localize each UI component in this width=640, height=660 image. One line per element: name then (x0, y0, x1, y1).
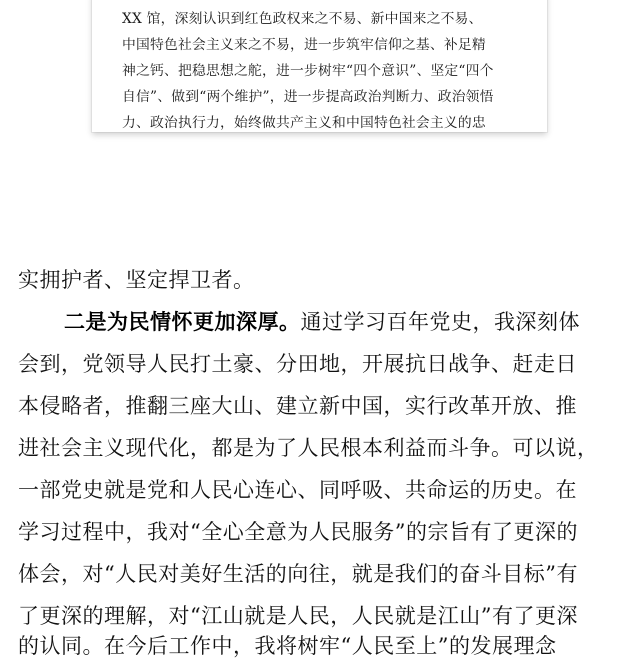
paragraph-first-line (64, 308, 580, 336)
card-text-line: XX 馆，深刻认识到红色政权来之不易、新中国来之不易、 (122, 11, 483, 27)
body-text-line: 实拥护者、坚定捍卫者。 (18, 268, 255, 292)
body-text-line: 了更深的理解，对“江山就是人民，人民就是江山”有了更深 (18, 604, 578, 628)
body-text-line: 学习过程中，我对“全心全意为人民服务”的宗旨有了更深的 (18, 520, 578, 544)
body-text-line: 进社会主义现代化，都是为了人民根本利益而斗争。可以说， (18, 436, 599, 460)
body-text-line: 体会，对“人民对美好生活的向往，就是我们的奋斗目标”有 (18, 562, 578, 586)
paragraph-heading: 二是为民情怀更加深厚。 (64, 309, 301, 334)
card-text-line: 自信”、做到“两个维护”，进一步提高政治判断力、政治领悟 (122, 89, 494, 105)
body-text-line: 本侵略者，推翻三座大山、建立新中国，实行改革开放、推 (18, 394, 577, 418)
body-text-line: 的认同。在今后工作中，我将树牢“人民至上”的发展理念 (18, 634, 557, 658)
card-text-line: 力、政治执行力，始终做共产主义和中国特色社会主义的忠 (122, 115, 486, 131)
body-text-line: 一部党史就是党和人民心连心、同呼吸、共命运的历史。在 (18, 478, 577, 502)
page-preview-card (92, 0, 547, 132)
body-text-line: 会到，党领导人民打土豪、分田地，开展抗日战争、赶走日 (18, 352, 577, 376)
card-text-line: 中国特色社会主义来之不易，进一步筑牢信仰之基、补足精 (122, 37, 486, 53)
card-text-line: 神之钙、把稳思想之舵，进一步树牢“四个意识”、坚定“四个 (122, 63, 494, 79)
paragraph-text: 通过学习百年党史，我深刻体 (300, 310, 580, 334)
